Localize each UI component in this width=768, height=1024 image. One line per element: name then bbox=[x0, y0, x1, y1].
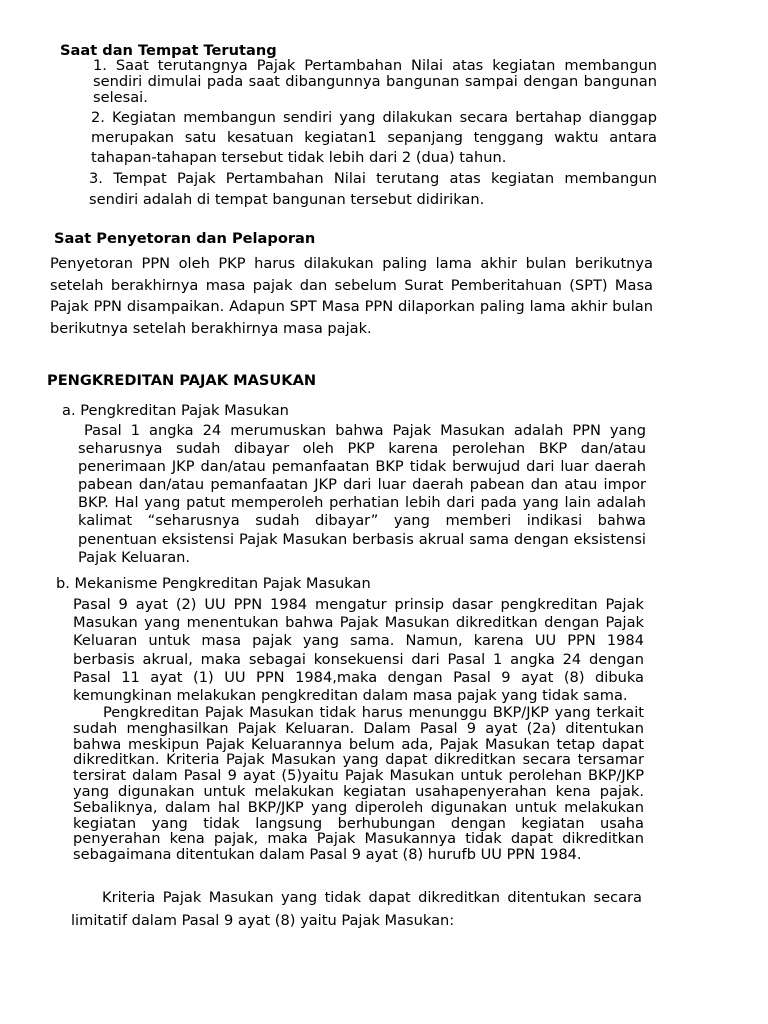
paragraph-b3: Kriteria Pajak Masukan yang tidak dapat dikreditkan ditentukan secara limitatif dalam Pasal 9 ayat (8) yaitu Pajak Masukan: bbox=[71, 889, 642, 929]
heading-saat-penyetoran: Saat Penyetoran dan Pelaporan bbox=[54, 230, 316, 247]
paragraph-a: Pasal 1 angka 24 merumuskan bahwa Pajak Masukan adalah PPN yang seharusnya sudah dibayar oleh PKP karena perolehan BKP dan/atau penerimaan JKP dan/atau pemanfaatan BKP tidak berwujud dari luar daerah pabean dan/atau pemanfaatan JKP dari luar daerah pabean dan atau impor BKP. Hal yang patut memperoleh perhatian lebih dari pada yang lain adalah kalimat “seharusnya sudah dibayar” yang memberi indikasi bahwa penentuan eksistensi Pajak Masukan berbasis akrual sama dengan eksistensi Pajak Keluaran. bbox=[78, 422, 646, 566]
subheading-b: b. Mekanisme Pengkreditan Pajak Masukan bbox=[56, 575, 371, 592]
subheading-a: a. Pengkreditan Pajak Masukan bbox=[62, 402, 289, 419]
paragraph-b1: Pasal 9 ayat (2) UU PPN 1984 mengatur prinsip dasar pengkreditan Pajak Masukan yang menentukan bahwa Pajak Masukan dikreditkan dengan Pajak Keluaran untuk masa pajak yang sama. Namun, karena UU PPN 1984 berbasis akrual, maka sebagai konsekuensi dari Pasal 1 angka 24 dengan Pasal 11 ayat (1) UU PPN 1984,maka dengan Pasal 9 ayat (8) dibuka kemungkinan melakukan pengkreditan dalam masa pajak yang tidak sama. bbox=[73, 596, 644, 705]
heading-saat-terutang: Saat dan Tempat Terutang bbox=[60, 42, 277, 59]
list-item-3: 3. Tempat Pajak Pertambahan Nilai terutang atas kegiatan membangun sendiri adalah di tempat bangunan tersebut didirikan. bbox=[89, 170, 657, 208]
paragraph-b2: Pengkreditan Pajak Masukan tidak harus menunggu BKP/JKP yang terkait sudah menghasilkan Pajak Keluaran. Dalam Pasal 9 ayat (2a) ditentukan bahwa meskipun Pajak Keluarannya belum ada, Pajak Masukan tetap dapat dikreditkan. Kriteria Pajak Masukan yang dapat dikreditkan secara tersamar tersirat dalam Pasal 9 ayat (5)yaitu Pajak Masukan untuk perolehan BKP/JKP yang digunakan untuk melakukan kegiatan usahapenyerahan kena pajak. Sebaliknya, dalam hal BKP/JKP yang diperoleh digunakan untuk melakukan kegiatan yang tidak langsung berhubungan dengan kegiatan usaha penyerahan kena pajak, maka Pajak Masukannya tidak dapat dikreditkan sebagaimana ditentukan dalam Pasal 9 ayat (8) hurufb UU PPN 1984. bbox=[73, 704, 644, 864]
heading-pengkreditan: PENGKREDITAN PAJAK MASUKAN bbox=[47, 372, 317, 389]
penyetoran-paragraph: Penyetoran PPN oleh PKP harus dilakukan paling lama akhir bulan berikutnya setelah berakhirnya masa pajak dan sebelum Surat Pemberitahuan (SPT) Masa Pajak PPN disampaikan. Adapun SPT Masa PPN dilaporkan paling lama akhir bulan berikutnya setelah berakhirnya masa pajak. bbox=[50, 255, 653, 337]
list-item-2: 2. Kegiatan membangun sendiri yang dilakukan secara bertahap dianggap merupakan satu kesatuan kegiatan1 sepanjang tenggang waktu antara tahapan-tahapan tersebut tidak lebih dari 2 (dua) tahun. bbox=[91, 109, 657, 166]
list-item-1: 1. Saat terutangnya Pajak Pertambahan Nilai atas kegiatan membangun sendiri dimulai pada saat dibangunnya bangunan sampai dengan bangunan selesai. bbox=[93, 57, 657, 106]
